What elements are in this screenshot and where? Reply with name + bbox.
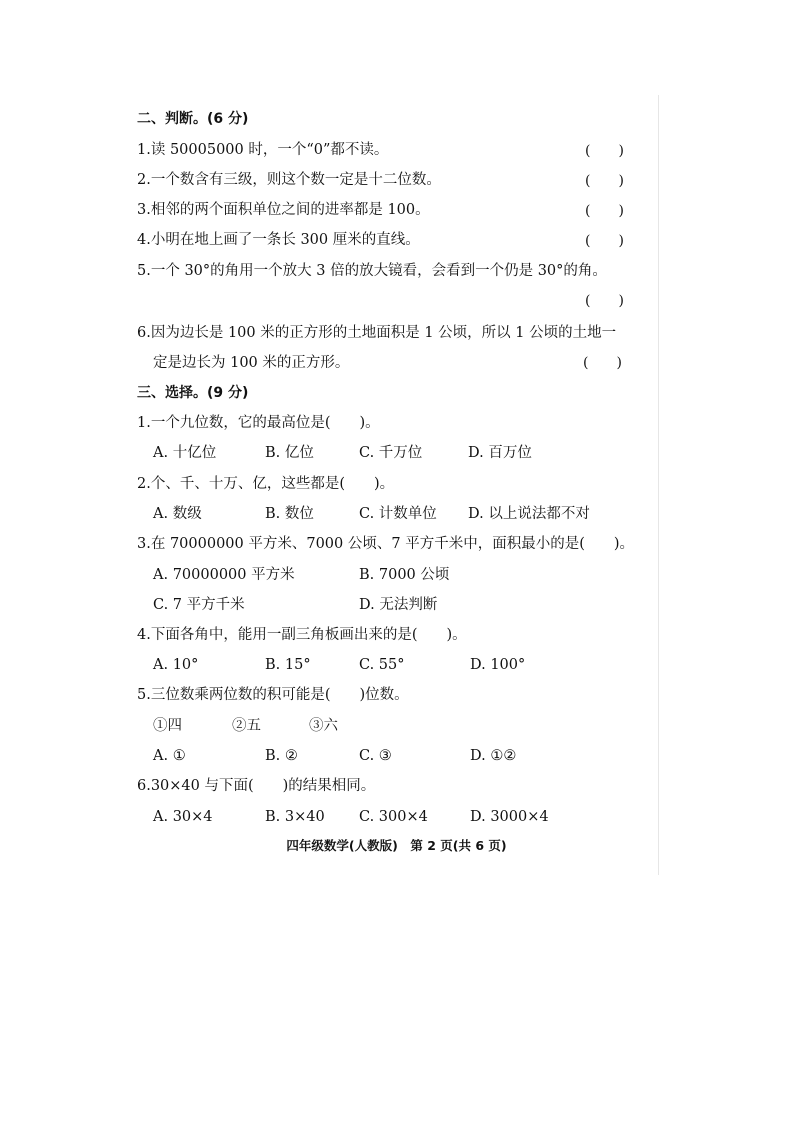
choice-q2-option-b[interactable]: B. 数位 bbox=[265, 506, 314, 522]
choice-q4-option-b[interactable]: B. 15° bbox=[265, 657, 311, 673]
choice-q4-option-d[interactable]: D. 100° bbox=[470, 657, 526, 673]
choice-q2-option-a[interactable]: A. 数级 bbox=[153, 506, 202, 522]
judge-answer-2[interactable]: ( ) bbox=[585, 173, 624, 189]
choice-q5-sub-3: ③六 bbox=[309, 718, 338, 734]
judge-answer-1[interactable]: ( ) bbox=[585, 143, 624, 159]
judge-item-6: 6.因为边长是 100 米的正方形的土地面积是 1 公顷，所以 1 公顷的土地一 bbox=[137, 325, 617, 341]
judge-answer-3[interactable]: ( ) bbox=[585, 203, 624, 219]
choice-q4-option-c[interactable]: C. 55° bbox=[359, 657, 405, 673]
choice-q1-option-c[interactable]: C. 千万位 bbox=[359, 445, 423, 461]
choice-q6-option-d[interactable]: D. 3000×4 bbox=[470, 809, 549, 825]
choice-q3-option-b[interactable]: B. 7000 公顷 bbox=[359, 567, 450, 583]
choice-q2-option-c[interactable]: C. 计数单位 bbox=[359, 506, 437, 522]
choice-q5-option-a[interactable]: A. ① bbox=[153, 748, 186, 764]
choice-q6-option-b[interactable]: B. 3×40 bbox=[265, 809, 325, 825]
judge-answer-4[interactable]: ( ) bbox=[585, 233, 624, 249]
choice-q3-option-a[interactable]: A. 70000000 平方米 bbox=[153, 567, 295, 583]
choice-q3-option-d[interactable]: D. 无法判断 bbox=[359, 597, 438, 613]
choice-q5-option-d[interactable]: D. ①② bbox=[470, 748, 517, 764]
judge-item-5: 5.一个 30°的角用一个放大 3 倍的放大镜看，会看到一个仍是 30°的角。 bbox=[137, 263, 607, 279]
judge-item-3: 3.相邻的两个面积单位之间的进率都是 100。 bbox=[137, 202, 430, 218]
choice-q6-stem: 6.30×40 与下面( )的结果相同。 bbox=[137, 778, 376, 794]
choice-q6-option-c[interactable]: C. 300×4 bbox=[359, 809, 428, 825]
choice-q4-stem: 4.下面各角中，能用一副三角板画出来的是( )。 bbox=[137, 627, 467, 643]
choice-q5-sub-1: ①四 bbox=[153, 718, 182, 734]
choice-q2-stem: 2.个、千、十万、亿，这些都是( )。 bbox=[137, 476, 395, 492]
page-footer: 四年级数学(人教版) 第 2 页(共 6 页) bbox=[286, 838, 507, 853]
judge-item-1: 1.读 50005000 时，一个“0”都不读。 bbox=[137, 142, 389, 158]
judge-answer-5[interactable]: ( ) bbox=[585, 293, 624, 309]
judge-item-4: 4.小明在地上画了一条长 300 厘米的直线。 bbox=[137, 232, 420, 248]
page-divider-line bbox=[658, 95, 659, 875]
section-judge-heading: 二、判断。(6 分) bbox=[137, 111, 249, 127]
choice-q1-stem: 1.一个九位数，它的最高位是( )。 bbox=[137, 415, 380, 431]
judge-answer-6[interactable]: ( ) bbox=[583, 355, 622, 371]
section-choice-heading: 三、选择。(9 分) bbox=[137, 385, 249, 401]
choice-q5-stem: 5.三位数乘两位数的积可能是( )位数。 bbox=[137, 687, 409, 703]
choice-q5-option-c[interactable]: C. ③ bbox=[359, 748, 392, 764]
judge-item-2: 2.一个数含有三级，则这个数一定是十二位数。 bbox=[137, 172, 441, 188]
judge-item-6-cont: 定是边长为 100 米的正方形。 bbox=[153, 355, 350, 371]
choice-q4-option-a[interactable]: A. 10° bbox=[153, 657, 199, 673]
choice-q5-option-b[interactable]: B. ② bbox=[265, 748, 298, 764]
choice-q2-option-d[interactable]: D. 以上说法都不对 bbox=[468, 506, 590, 522]
choice-q3-stem: 3.在 70000000 平方米、7000 公顷、7 平方千米中，面积最小的是( )。 bbox=[137, 536, 635, 552]
choice-q5-sub-2: ②五 bbox=[232, 718, 261, 734]
choice-q1-option-d[interactable]: D. 百万位 bbox=[468, 445, 532, 461]
choice-q3-option-c[interactable]: C. 7 平方千米 bbox=[153, 597, 245, 613]
choice-q1-option-a[interactable]: A. 十亿位 bbox=[153, 445, 217, 461]
choice-q1-option-b[interactable]: B. 亿位 bbox=[265, 445, 314, 461]
choice-q6-option-a[interactable]: A. 30×4 bbox=[153, 809, 213, 825]
